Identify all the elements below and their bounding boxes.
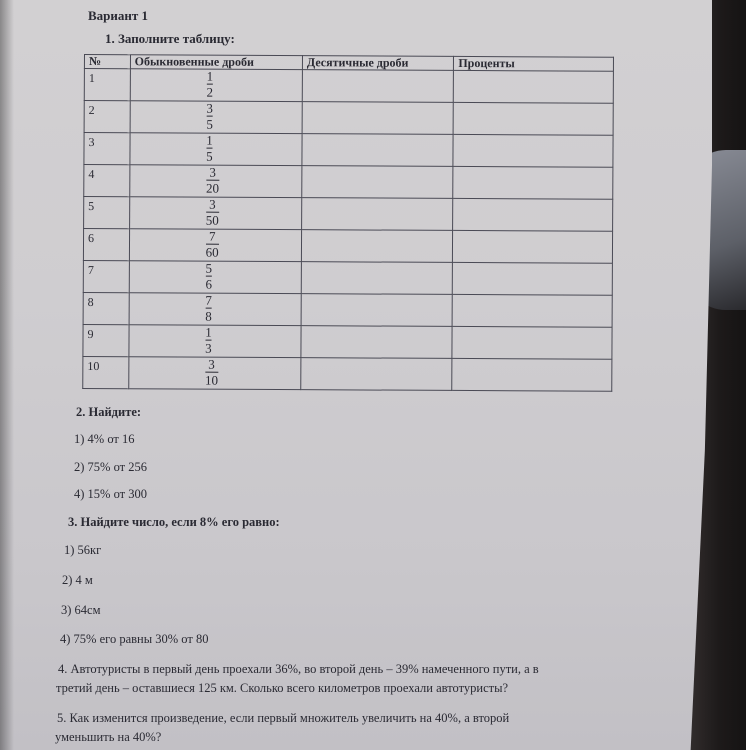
task2-title: 2. Найдите: (76, 405, 142, 419)
percent-cell[interactable] (452, 326, 612, 359)
task3-title: 3. Найдите число, если 8% его равно: (68, 515, 280, 529)
percent-cell[interactable] (453, 102, 613, 135)
table-row (83, 260, 612, 295)
row-number: 6 (83, 229, 129, 261)
common-fraction-cell (129, 165, 301, 198)
denominator: 5 (206, 116, 213, 132)
common-fraction-cell (129, 229, 301, 262)
fraction (205, 358, 218, 387)
decimal-cell[interactable] (301, 326, 453, 359)
denominator: 5 (206, 148, 213, 164)
numerator: 3 (209, 164, 216, 180)
decimal-cell[interactable] (302, 102, 454, 135)
fraction (205, 326, 212, 355)
row-number: 5 (84, 197, 130, 229)
decimal-cell[interactable] (301, 294, 453, 327)
denominator: 10 (204, 372, 219, 388)
numerator: 3 (206, 100, 213, 116)
decimal-cell[interactable] (302, 198, 454, 231)
header-common-fractions: Обыкновенные дроби (130, 55, 302, 70)
paper-shadow (0, 0, 14, 750)
row-number: 3 (84, 133, 130, 165)
percent-cell[interactable] (452, 358, 612, 391)
decimal-cell[interactable] (302, 166, 454, 199)
table-row (83, 229, 612, 264)
percent-cell[interactable] (452, 294, 612, 327)
denominator: 3 (205, 340, 212, 356)
numerator: 3 (209, 196, 216, 212)
decimal-cell[interactable] (301, 262, 453, 295)
common-fraction-cell (129, 197, 301, 230)
common-fraction-cell (129, 261, 301, 294)
decimal-cell[interactable] (301, 230, 453, 263)
table-row (84, 197, 613, 232)
percent-cell[interactable] (453, 134, 613, 167)
common-fraction-cell (130, 69, 302, 102)
fraction (206, 70, 213, 99)
percent-cell[interactable] (453, 198, 613, 231)
header-decimal-fractions: Десятичные дроби (302, 56, 453, 71)
numerator: 3 (208, 356, 215, 372)
row-number: 4 (84, 165, 130, 197)
task2-item-1: 1) 4% от 16 (74, 432, 135, 446)
denominator: 60 (205, 244, 219, 260)
task4-line-2: третий день – оставшиеся 125 км. Сколько всего километров проехали автотуристы? (56, 681, 509, 695)
row-number: 2 (84, 101, 130, 133)
table-row (84, 101, 613, 136)
task1-title: 1. Заполните таблицу: (105, 31, 235, 46)
common-fraction-cell (128, 357, 300, 390)
percent-cell[interactable] (454, 70, 614, 103)
fraction (205, 294, 212, 323)
task3-item-2: 2) 4 м (62, 573, 93, 587)
numerator: 5 (205, 260, 213, 276)
task3-item-1: 1) 56кг (64, 543, 102, 557)
table-row (84, 165, 613, 200)
row-number: 1 (84, 69, 130, 101)
table-row (84, 69, 613, 104)
numerator: 7 (205, 292, 212, 308)
common-fraction-cell (130, 133, 302, 166)
task4-line-1: 4. Автотуристы в первый день проехали 36%, во второй день – 39% намеченного пути, а в (58, 662, 539, 676)
table-row (83, 356, 612, 391)
fractions-table (82, 54, 614, 392)
numerator: 1 (205, 324, 212, 340)
numerator: 1 (206, 132, 213, 148)
decimal-cell[interactable] (302, 134, 454, 167)
percent-cell[interactable] (453, 230, 613, 263)
percent-cell[interactable] (453, 262, 613, 295)
row-number: 10 (83, 356, 129, 388)
denominator: 2 (206, 84, 214, 100)
header-number: № (84, 55, 130, 69)
row-number: 7 (83, 260, 129, 292)
table-row (83, 324, 612, 359)
task5-line-2: уменьшить на 40%? (55, 730, 162, 744)
fraction (206, 102, 213, 131)
row-number: 9 (83, 324, 129, 356)
common-fraction-cell (130, 101, 302, 134)
common-fraction-cell (129, 325, 301, 358)
variant-title: Вариант 1 (88, 8, 149, 23)
decimal-cell[interactable] (301, 358, 453, 391)
denominator: 50 (205, 212, 219, 228)
header-percents: Проценты (454, 56, 614, 71)
decimal-cell[interactable] (302, 70, 454, 103)
fraction (206, 198, 219, 227)
task2-item-3: 4) 15% от 300 (74, 487, 147, 501)
table-row (83, 292, 612, 327)
fraction (206, 134, 213, 163)
percent-cell[interactable] (453, 166, 613, 199)
task3-item-3: 3) 64см (61, 603, 101, 617)
denominator: 8 (205, 308, 212, 324)
task5-line-1: 5. Как изменится произведение, если первый множитель увеличить на 40%, а второй (57, 711, 510, 725)
denominator: 20 (205, 180, 220, 196)
fraction (205, 262, 212, 291)
common-fraction-cell (129, 293, 301, 326)
fraction (206, 166, 219, 195)
numerator: 7 (208, 228, 216, 244)
denominator: 6 (205, 276, 213, 292)
numerator: 1 (206, 68, 214, 84)
table-row (84, 133, 613, 168)
task2-item-2: 2) 75% от 256 (74, 460, 147, 474)
fraction (206, 230, 219, 259)
task3-item-4: 4) 75% его равны 30% от 80 (60, 632, 209, 646)
row-number: 8 (83, 292, 129, 324)
